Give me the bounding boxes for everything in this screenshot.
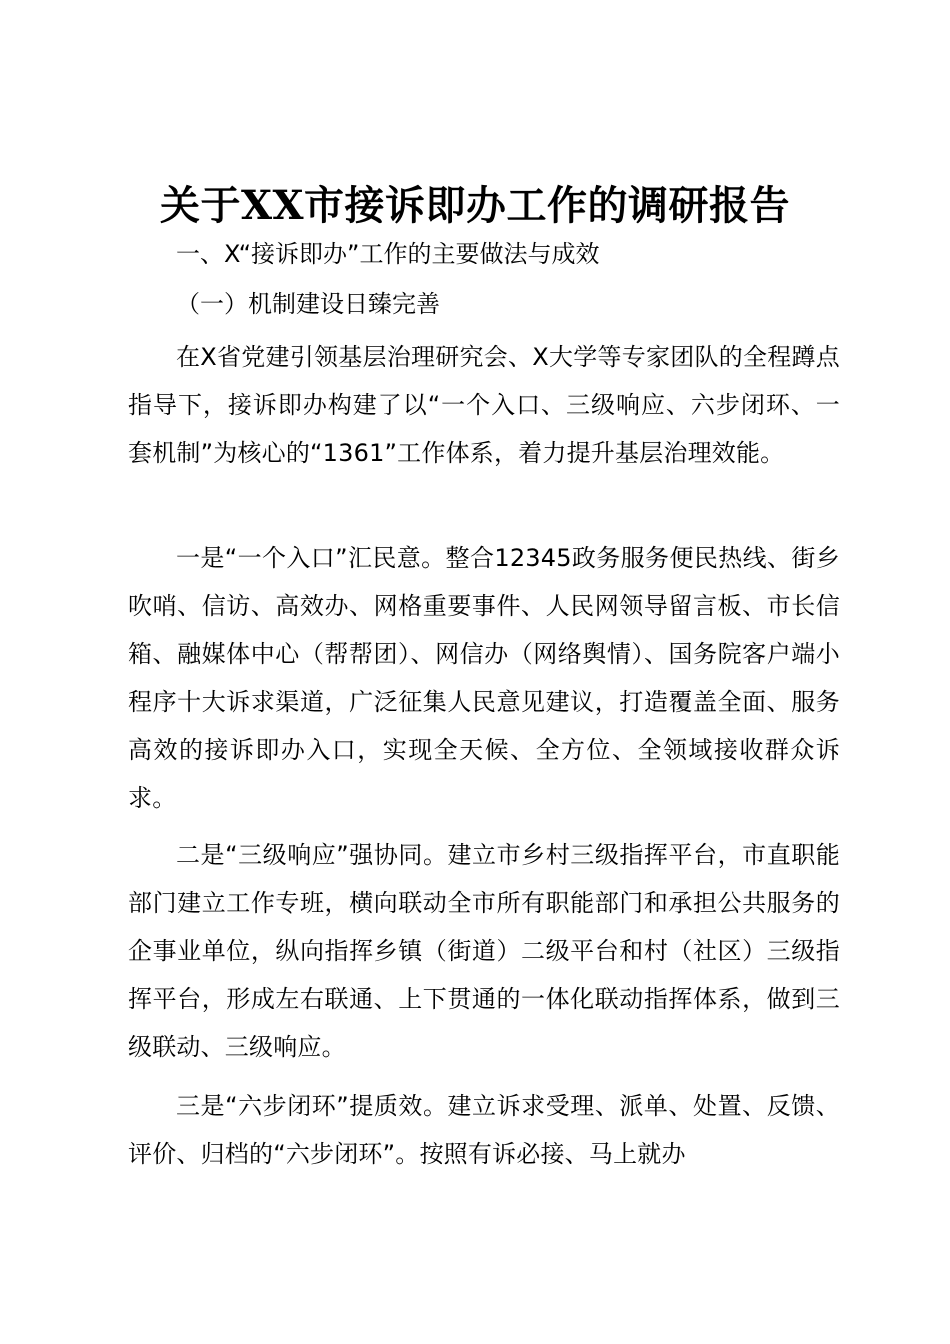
paragraph-intro: 在X省党建引领基层治理研究会、X大学等专家团队的全程蹲点指导下，接诉即办构建了以“一个入口、三级响应、六步闭环、一套机制”为核心的“1361”工作体系，着力提升基层治理效能。 [128,343,840,467]
paragraph-one-entry: 一是“一个入口”汇民意。整合12345政务服务便民热线、街乡吹哨、信访、高效办、网格重要事件、人民网领导留言板、市长信箱、融媒体中心（帮帮团）、网信办（网络舆情）、国务院客户端小程序十大诉求渠道，广泛征集人民意见建议，打造覆盖全面、服务高效的接诉即办入口，实现全天候、全方位、全领域接收群众诉求。 [128,544,840,812]
paragraph-three-level-response: 二是“三级响应”强协同。建立市乡村三级指挥平台，市直职能部门建立工作专班，横向联动全市所有职能部门和承担公共服务的企事业单位，纵向指挥乡镇（街道）二级平台和村（社区）三级指挥平台，形成左右联通、上下贯通的一体化联动指挥体系，做到三级联动、三级响应。 [128,841,840,1061]
subsection-heading: （一）机制建设日臻完善 [176,290,440,318]
document-title: 关于XX市接诉即办工作的调研报告 [159,182,791,229]
paragraph-six-step-loop: 三是“六步闭环”提质效。建立诉求受理、派单、处置、反馈、评价、归档的“六步闭环”。按照有诉必接、马上就办 [128,1092,840,1168]
section-heading: 一、X“接诉即办”工作的主要做法与成效 [176,240,600,268]
